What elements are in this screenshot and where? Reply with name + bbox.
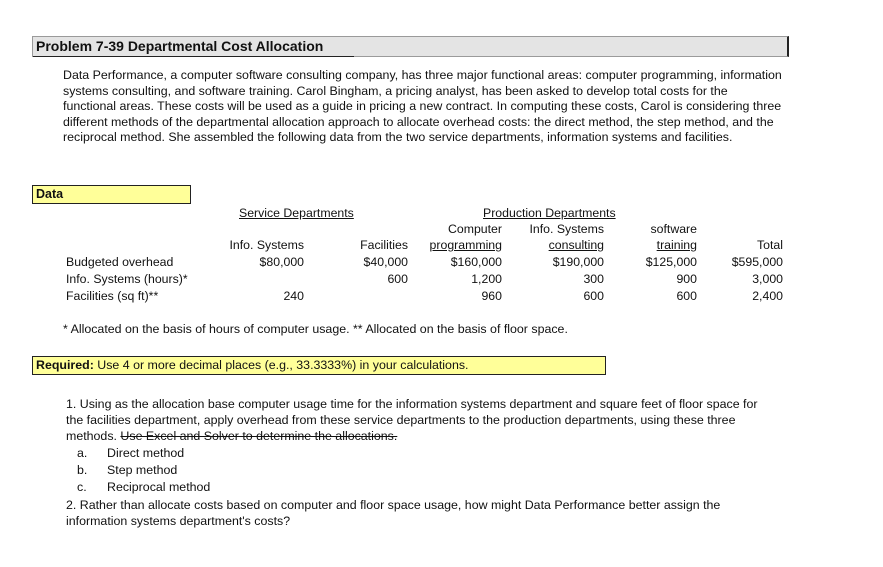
col-consulting-bottom: consulting (548, 238, 604, 252)
cell-hours-training: 900 (676, 272, 697, 286)
data-label-box (32, 185, 191, 204)
cell-hours-consulting: 300 (583, 272, 604, 286)
group-production-departments: Production Departments (483, 206, 616, 220)
cell-sqft-total: 2,400 (752, 289, 783, 303)
row-label-info-systems-hours: Info. Systems (hours)* (66, 272, 188, 286)
problem-title: Problem 7-39 Departmental Cost Allocation (36, 38, 323, 57)
method-letter-c: c. (77, 480, 87, 494)
cell-overhead-facilities: $40,000 (363, 255, 408, 269)
cell-overhead-programming: $160,000 (450, 255, 502, 269)
question-1-struck-text: Use Excel and Solver to determine the allocations. (120, 429, 398, 443)
cell-hours-programming: 1,200 (471, 272, 502, 286)
cell-overhead-total: $595,000 (731, 255, 783, 269)
data-label: Data (36, 187, 64, 201)
required-label: Required: (36, 358, 94, 372)
col-info-systems: Info. Systems (229, 238, 304, 252)
method-step: Step method (107, 463, 178, 477)
col-facilities: Facilities (360, 238, 408, 252)
col-programming-bottom: programming (429, 238, 502, 252)
required-text: Use 4 or more decimal places (e.g., 33.3333%) in your calculations. (93, 358, 469, 372)
footnote: * Allocated on the basis of hours of computer usage. ** Allocated on the basis of floor space. (63, 322, 568, 336)
method-direct: Direct method (107, 446, 185, 460)
group-service-departments: Service Departments (239, 206, 354, 220)
question-2: 2. Rather than allocate costs based on computer and floor space usage, how might Data Performance better assign the information systems department's costs? (66, 498, 721, 528)
title-bar (32, 36, 789, 57)
cell-sqft-info-systems: 240 (283, 289, 304, 303)
question-1-text: 1. Using as the allocation base computer usage time for the information systems department and square feet of floor space for the facilities department, apply overhead from these service departments to the production departments, using these three methods. (66, 397, 758, 443)
cell-overhead-info-systems: $80,000 (259, 255, 304, 269)
col-programming-top: Computer (448, 222, 502, 236)
cell-sqft-consulting: 600 (583, 289, 604, 303)
cell-overhead-consulting: $190,000 (552, 255, 604, 269)
required-box (32, 356, 606, 375)
row-label-budgeted-overhead: Budgeted overhead (66, 255, 174, 269)
col-consulting-top: Info. Systems (529, 222, 604, 236)
cell-hours-total: 3,000 (752, 272, 783, 286)
title-underline (33, 56, 354, 57)
question-1 (66, 396, 778, 444)
method-letter-b: b. (77, 463, 88, 477)
cell-overhead-training: $125,000 (645, 255, 697, 269)
cell-hours-facilities: 600 (387, 272, 408, 286)
intro-paragraph: Data Performance, a computer software consulting company, has three major functional areas: computer programming, information systems consulting, and software training. Carol Bingham, a pricing analyst, has been asked to develop total costs for the functional areas. These costs will be used as a guide in pricing a new contract. In computing these costs, Carol is considering three different methods of the departmental allocation approach to allocate overhead costs: the direct method, the step method, and the reciprocal method. She assembled the following data from the two service departments, information systems and facilities. (63, 68, 782, 145)
cell-sqft-programming: 960 (481, 289, 502, 303)
col-total: Total (757, 238, 783, 252)
method-letter-a: a. (77, 446, 88, 460)
cell-sqft-training: 600 (676, 289, 697, 303)
method-reciprocal: Reciprocal method (107, 480, 211, 494)
col-training-bottom: training (656, 238, 697, 252)
row-label-facilities-sqft: Facilities (sq ft)** (66, 289, 159, 303)
col-training-top: software (650, 222, 697, 236)
